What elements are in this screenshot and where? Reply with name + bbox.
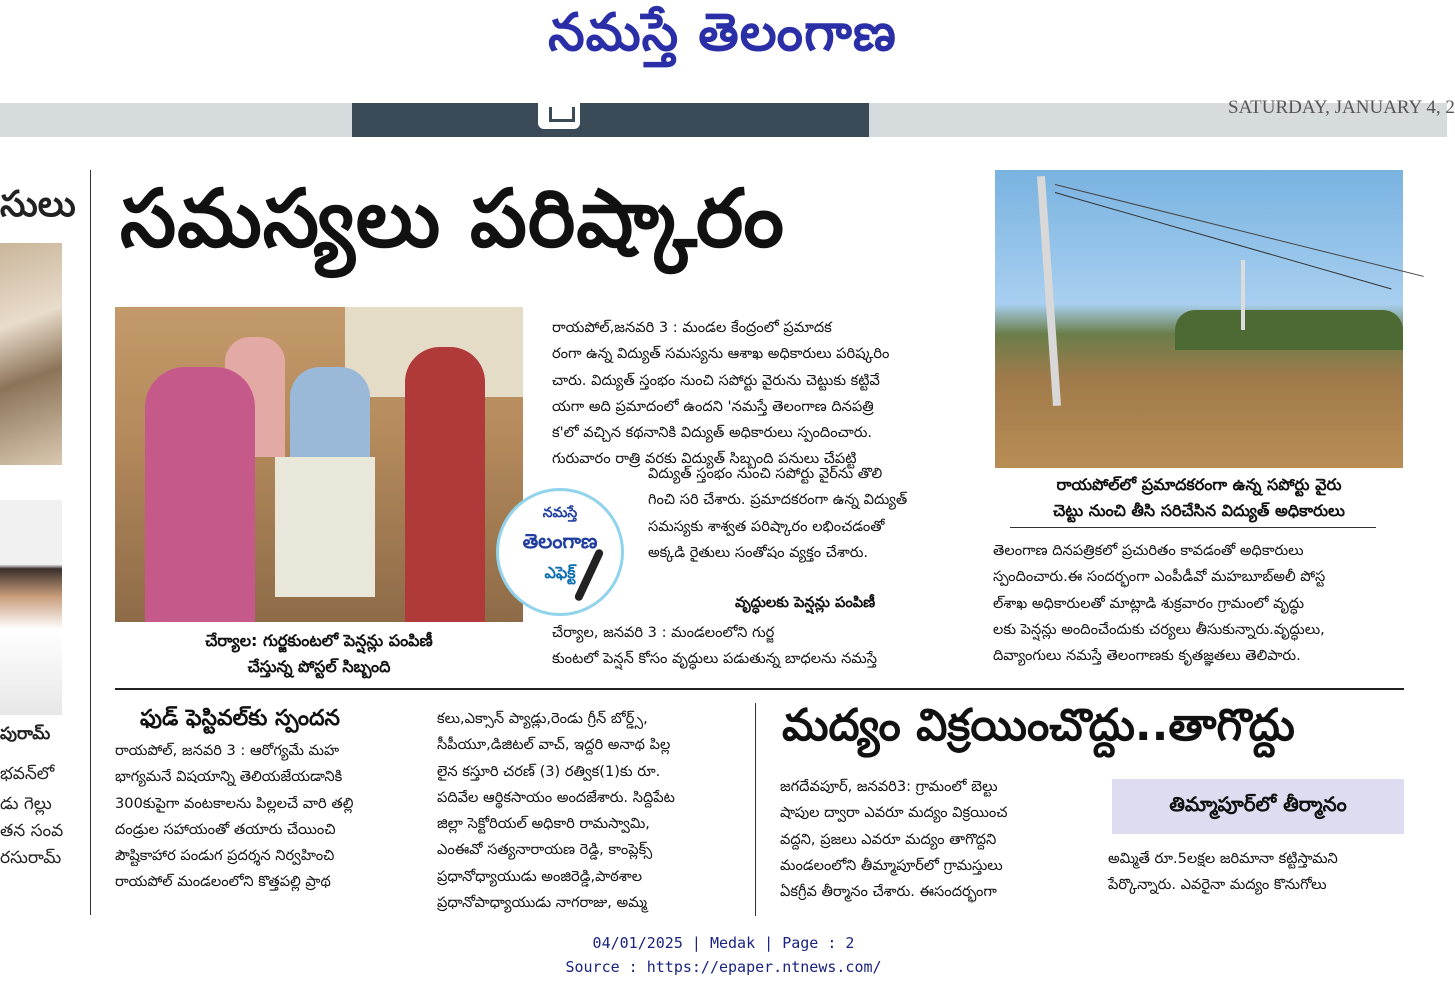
left-text-fragment: డు గెల్లు — [0, 794, 52, 814]
lead-body-part-2: విద్యుత్ స్తంభం నుంచి సపోర్టు వైర్‌ను తొలి గించి సరి చేశారు. ప్రమాదకరంగా ఉన్న విద్యుత్ సమస్యకు శాశ్వత పరిష్కారం లభించడంతో అక్కడి రైతులు సంతోషం వ్యక్తం చేశారు. — [648, 465, 908, 561]
office-photo-caption: చేర్యాల: గుర్జకుంటలో పెన్షన్లు పంపిణీ చేస్తున్న పోస్టల్ సిబ్బంది — [205, 631, 433, 676]
section-divider — [115, 688, 1404, 690]
left-text-fragment: తన సంవ — [0, 821, 64, 841]
post-office-photo — [115, 307, 523, 622]
newspaper-logo: నమస్తే తెలంగాణ — [548, 2, 897, 63]
field-photo-caption: రాయపోల్‌లో ప్రమాదకరంగా ఉన్న సపోర్టు వైరు చెట్టు నుంచి తీసి సరిచేసిన విద్యుత్ అధికారులు — [1053, 475, 1345, 520]
pension-subheading: వృద్ధులకు పెన్షన్లు పంపిణీ — [735, 594, 876, 611]
liquor-ban-subheading-box: తిమ్మాపూర్‌లో తీర్మానం — [1112, 779, 1404, 834]
edition-date: SATURDAY, JANUARY 4, 2 — [1228, 97, 1455, 118]
lead-body-part-1: రాయపోల్,జనవరి 3 : మండల కేంద్రంలో ప్రమాదక రంగా ఉన్న విద్యుత్ సమస్యను ఆశాఖ అధికారులు పరిష్కరిం చారు. విద్యుత్ స్తంభం నుంచి సపోర్టు వైరును చెట్టుకు కట్టివే యగా అది ప్రమాదంలో ఉందని 'నమస్తే తెలంగాణ దినపత్రి క'లో వచ్చిన కథనానికి విద్యుత్ అధికారులు స్పందించారు. గురువారం రాత్రి వరకు విద్యుత్ సిబ్బంది పనులు చేపట్టి — [552, 319, 890, 468]
food-festival-headline: ఫుడ్ ఫెస్టివల్‌కు స్పందన — [140, 706, 340, 731]
liquor-ban-body-2: అమ్మితే రూ.5లక్షల జరిమానా కట్టిస్తామని పేర్కొన్నారు. ఎవరైనా మద్యం కొనుగోలు — [1108, 850, 1338, 894]
left-column-fragment — [0, 170, 76, 915]
liquor-ban-body-1: జగదేవపూర్, జనవరి3: గ్రామంలో బెల్టు షాపుల ద్వారా ఎవరూ మద్యం విక్రయించ వద్దని, ప్రజలు ఎవరూ మద్యం తాగొద్దని మండలంలోని తీమ్మాపూర్‌లో గ్రామస్తులు ఏకగ్రీవ తీర్మానం చేశారు. ఈసందర్భంగా — [780, 778, 1008, 901]
left-text-fragment: భవన్‌లో — [0, 764, 55, 784]
masthead — [0, 0, 1447, 80]
section-bar — [352, 103, 869, 137]
source-link[interactable]: Source : https://epaper.ntnews.com/ — [565, 958, 882, 976]
column-divider — [755, 703, 756, 918]
page-footer-area — [0, 916, 1447, 996]
left-photo-portrait — [0, 500, 62, 715]
electric-pole-photo — [995, 170, 1403, 468]
pension-body-continued: తెలంగాణ దినపత్రికలో ప్రచురితం కావడంతో అధికారులు స్పందించారు.ఈ సందర్భంగా ఎంపీడీవో మహబూబ్‌అలీ పోస్ట ల్‌శాఖ అధికారులతో మాట్లాడి శుక్రవారం గ్రామంలో వృద్ధు లకు పెన్షన్లు అందించేందుకు చర్యలు తీసుకున్నారు.వృద్ధులు, దివ్యాంగులు నమస్తే తెలంగాణకు కృతజ్ఞతలు తెలిపారు. — [993, 542, 1326, 665]
page-info: 04/01/2025 | Medak | Page : 2 — [592, 934, 855, 952]
pension-body: చేర్యాల, జనవరి 3 : మండలంలోని గుర్జ కుంటలో పెన్షన్ కోసం వృద్ధులు పడుతున్న బాధలను నమస్తే — [552, 624, 877, 668]
liquor-ban-headline: మద్యం విక్రయించొద్దు..తాగొద్దు — [782, 700, 1295, 751]
left-photo-sacks — [0, 243, 62, 465]
lead-headline: సమస్యలు పరిష్కారం — [120, 172, 785, 265]
caption-underline — [1010, 527, 1376, 528]
section-tab-icon — [538, 103, 580, 129]
column-divider — [90, 170, 91, 915]
food-festival-body-1: రాయపోల్, జనవరి 3 : ఆరోగ్యమే మహ భాగ్యమనే విషయాన్ని తెలియజేయడానికి 300కుపైగా వంటకాలను పిల్లలచే వారి తల్లి దండ్రుల సహాయంతో తయారు చేయించి పౌష్టికాహార పండుగ ప్రదర్శన నిర్వహించి రాయపోల్ మండలంలోని కొత్తపల్లి ప్రాథ — [115, 742, 354, 891]
food-festival-body-2: కలు,ఎక్సాన్ ప్యాడ్లు,రెండు గ్రీన్ బోర్డ్స్, సీపీయూ,డిజిటల్ వాచ్, ఇద్దరి అనాథ పిల్ల లైన కస్తూరి చరణ్ (3) రత్విక(1)కు రూ. పదివేల ఆర్థికసాయం అందజేశారు. సిద్దిపేట జిల్లా సెక్టోరియల్ అధికారి రామస్వామి, ఎంఈవో సత్యనారాయణ రెడ్డి, కాంప్లెక్స్ ప్రధానోధ్యాయుడు అంజిరెడ్డి,పాఠశాల ప్రధానోపాధ్యాయుడు నాగరాజు, అమ్మ — [437, 710, 675, 912]
namaste-telangana-effect-badge: నమస్తే తెలంగాణ ఎఫెక్ట్ — [496, 488, 624, 616]
left-headline-fragment: సులు — [0, 184, 76, 225]
left-text-fragment: రసురామ్ — [0, 848, 62, 868]
left-caption-fragment: పురామ్ — [0, 724, 51, 744]
